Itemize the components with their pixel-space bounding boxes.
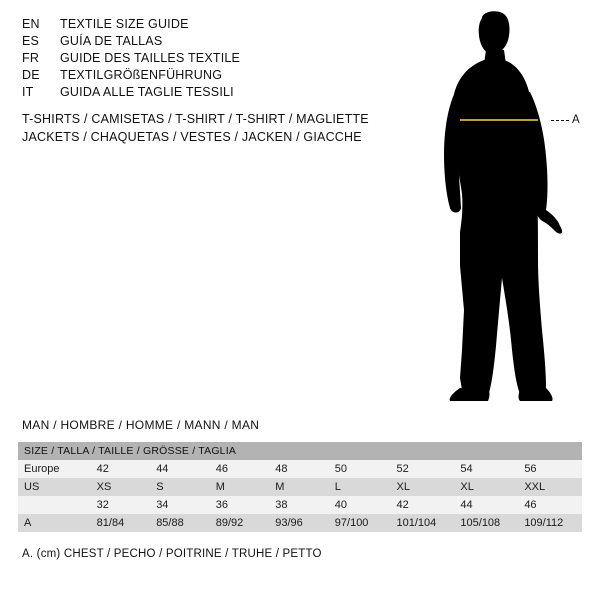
language-title: TEXTILGRÖßENFÜHRUNG bbox=[60, 68, 223, 82]
row-label bbox=[18, 496, 91, 514]
male-silhouette-figure bbox=[420, 10, 595, 405]
cell: 32 bbox=[91, 496, 151, 514]
cell: 36 bbox=[210, 496, 270, 514]
language-code: ES bbox=[22, 34, 40, 48]
cell: 44 bbox=[150, 460, 210, 478]
cell: 81/84 bbox=[91, 514, 151, 532]
cell: 42 bbox=[91, 460, 151, 478]
table-header-row bbox=[18, 442, 582, 460]
language-row bbox=[22, 50, 382, 67]
row-label: US bbox=[18, 478, 91, 496]
cell: M bbox=[210, 478, 270, 496]
cell: 109/112 bbox=[518, 514, 582, 532]
cell: 46 bbox=[210, 460, 270, 478]
cell: M bbox=[269, 478, 329, 496]
cell: 48 bbox=[269, 460, 329, 478]
cell: XL bbox=[391, 478, 455, 496]
table-row bbox=[18, 460, 582, 478]
cell: 93/96 bbox=[269, 514, 329, 532]
language-row bbox=[22, 33, 382, 50]
language-code: FR bbox=[22, 51, 40, 65]
cell: 54 bbox=[454, 460, 518, 478]
language-row bbox=[22, 16, 382, 33]
cell: 46 bbox=[518, 496, 582, 514]
cell: 44 bbox=[454, 496, 518, 514]
cell: L bbox=[329, 478, 391, 496]
cell: 101/104 bbox=[391, 514, 455, 532]
cell: 97/100 bbox=[329, 514, 391, 532]
table-row bbox=[18, 478, 582, 496]
language-title-block bbox=[22, 16, 382, 101]
table-row bbox=[18, 496, 582, 514]
garment-category-block bbox=[22, 110, 442, 146]
language-code: EN bbox=[22, 17, 40, 31]
cell: 50 bbox=[329, 460, 391, 478]
table-row bbox=[18, 514, 582, 532]
language-title: TEXTILE SIZE GUIDE bbox=[60, 17, 189, 31]
category-jackets: JACKETS / CHAQUETAS / VESTES / JACKEN / GIACCHE bbox=[22, 130, 362, 144]
size-table bbox=[18, 442, 582, 532]
table-header-label: SIZE / TALLA / TAILLE / GRÖSSE / TAGLIA bbox=[18, 442, 582, 460]
cell: 40 bbox=[329, 496, 391, 514]
language-title: GUIDE DES TAILLES TEXTILE bbox=[60, 51, 241, 65]
language-code: IT bbox=[22, 85, 34, 99]
cell: XS bbox=[91, 478, 151, 496]
cell: 56 bbox=[518, 460, 582, 478]
cell: 89/92 bbox=[210, 514, 270, 532]
cell: 85/88 bbox=[150, 514, 210, 532]
row-label: A bbox=[18, 514, 91, 532]
language-code: DE bbox=[22, 68, 40, 82]
measure-label-a: A bbox=[572, 114, 581, 126]
cell: 42 bbox=[391, 496, 455, 514]
category-tshirts: T-SHIRTS / CAMISETAS / T-SHIRT / T-SHIRT / MAGLIETTE bbox=[22, 112, 369, 126]
silhouette-icon bbox=[420, 10, 595, 405]
cell: 52 bbox=[391, 460, 455, 478]
cell: 34 bbox=[150, 496, 210, 514]
cell: 105/108 bbox=[454, 514, 518, 532]
language-row bbox=[22, 67, 382, 84]
row-label: Europe bbox=[18, 460, 91, 478]
cell: XL bbox=[454, 478, 518, 496]
language-title: GUÍA DE TALLAS bbox=[60, 34, 163, 48]
measure-leader-line bbox=[551, 120, 569, 122]
cell: S bbox=[150, 478, 210, 496]
footnote-chest-measure: A. (cm) CHEST / PECHO / POITRINE / TRUHE / PETTO bbox=[22, 548, 322, 560]
language-title: GUIDA ALLE TAGLIE TESSILI bbox=[60, 85, 234, 99]
cell: XXL bbox=[518, 478, 582, 496]
table-title: MAN / HOMBRE / HOMME / MANN / MAN bbox=[22, 418, 260, 432]
cell: 38 bbox=[269, 496, 329, 514]
language-row bbox=[22, 84, 382, 101]
